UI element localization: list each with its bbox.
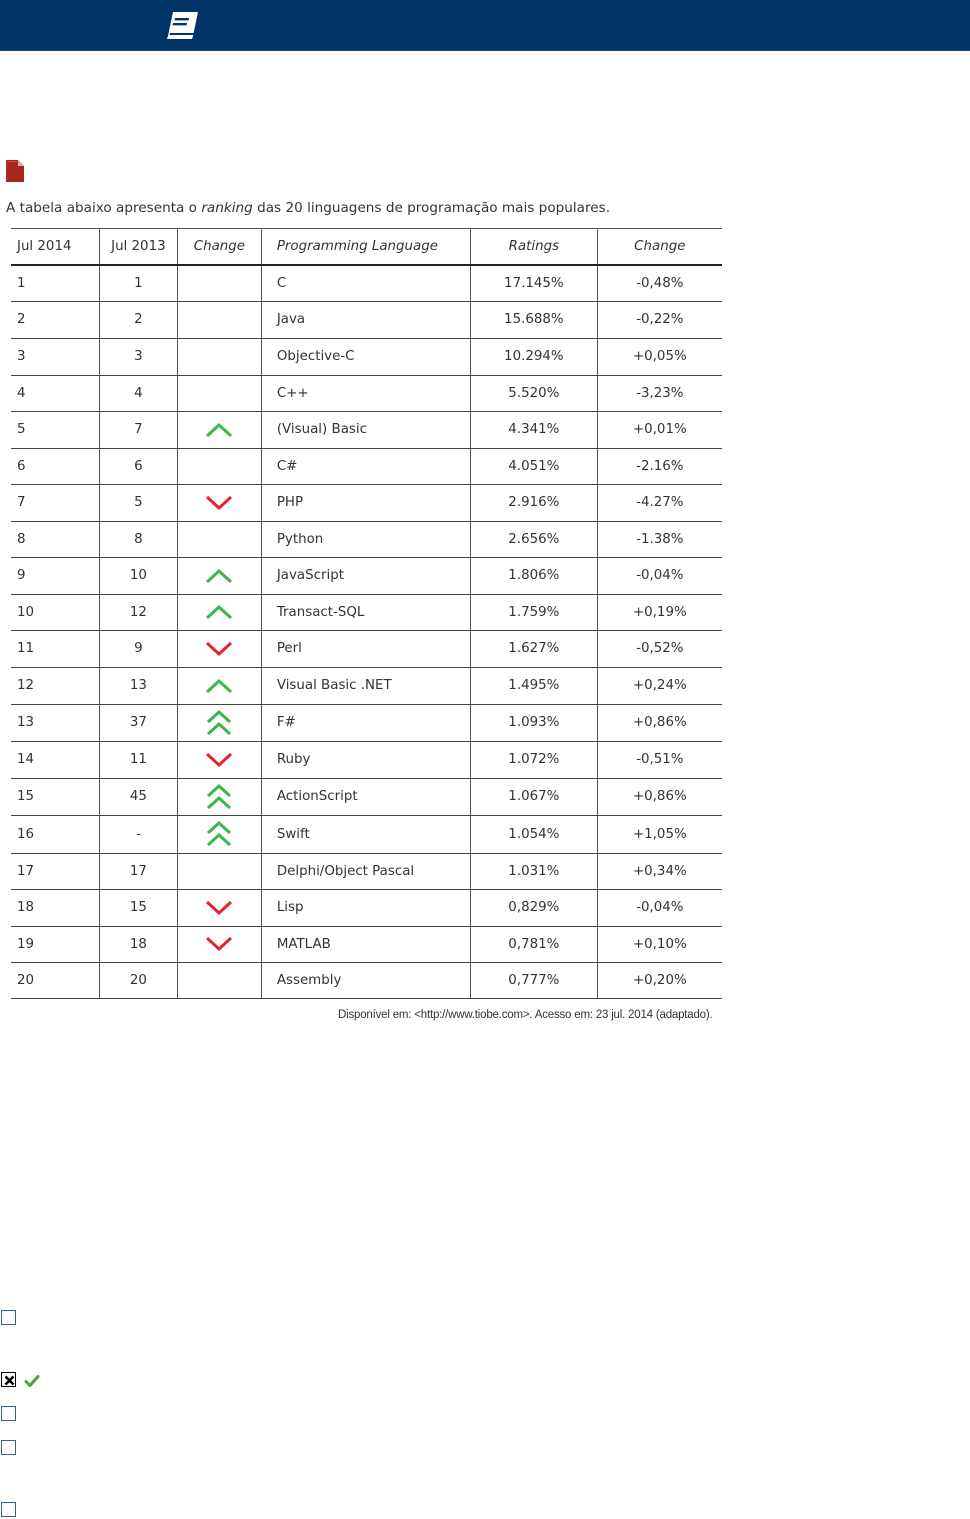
cell-trend: [177, 926, 261, 962]
cell-jul-2014: 16: [11, 815, 99, 853]
table-header-row: [11, 229, 722, 266]
ranking-table: [11, 228, 722, 999]
cell-language: PHP: [261, 484, 470, 521]
cell-trend: [177, 704, 261, 741]
option-a-checkbox[interactable]: [1, 1310, 16, 1325]
cell-language: C: [261, 265, 470, 301]
cell-language: ActionScript: [261, 778, 470, 815]
cell-rating-change: -0,51%: [597, 741, 722, 778]
cell-rating-change: -0,04%: [597, 889, 722, 926]
trend-double-up-icon: [204, 782, 234, 812]
cell-language: Perl: [261, 630, 470, 667]
trend-up-icon: [204, 602, 234, 622]
cell-rating: 2.916%: [471, 484, 598, 521]
cell-jul-2013: 17: [99, 853, 177, 889]
table-row: [11, 778, 722, 815]
cell-language: (Visual) Basic: [261, 411, 470, 448]
cell-jul-2013: 8: [99, 521, 177, 557]
cell-rating: 1.759%: [471, 594, 598, 630]
trend-double-up-icon: [204, 708, 234, 738]
cell-jul-2014: 14: [11, 741, 99, 778]
cell-jul-2014: 5: [11, 411, 99, 448]
cell-jul-2014: 8: [11, 521, 99, 557]
cell-language: Lisp: [261, 889, 470, 926]
cell-language: Transact-SQL: [261, 594, 470, 630]
cell-trend: [177, 778, 261, 815]
cell-language: Python: [261, 521, 470, 557]
cell-jul-2013: 1: [99, 265, 177, 301]
cell-rating-change: +0,34%: [597, 853, 722, 889]
intro-emphasis: ranking: [201, 200, 253, 216]
cell-language: Assembly: [261, 962, 470, 998]
cell-rating: 1.627%: [471, 630, 598, 667]
cell-jul-2013: 10: [99, 557, 177, 594]
cell-rating: 5.520%: [471, 375, 598, 411]
cell-language: C++: [261, 375, 470, 411]
cell-rating: 1.806%: [471, 557, 598, 594]
header-jul-2014: Jul 2014: [11, 229, 99, 266]
trend-up-icon: [204, 566, 234, 586]
cell-jul-2013: 4: [99, 375, 177, 411]
cell-jul-2013: 5: [99, 484, 177, 521]
cell-rating-change: +0,05%: [597, 338, 722, 375]
table-row: [11, 265, 722, 301]
cell-rating-change: +0,20%: [597, 962, 722, 998]
table-row: [11, 521, 722, 557]
cell-rating-change: +0,19%: [597, 594, 722, 630]
cell-language: Delphi/Object Pascal: [261, 853, 470, 889]
trend-down-icon: [204, 639, 234, 659]
table-row: [11, 484, 722, 521]
cell-rating-change: -0,04%: [597, 557, 722, 594]
cell-jul-2013: -: [99, 815, 177, 853]
table-row: [11, 411, 722, 448]
table-row: [11, 853, 722, 889]
top-bar: [0, 0, 970, 51]
table-row: [11, 594, 722, 630]
cell-trend: [177, 815, 261, 853]
table-row: [11, 704, 722, 741]
cell-rating-change: +0,86%: [597, 778, 722, 815]
cell-trend: [177, 557, 261, 594]
table-row: [11, 889, 722, 926]
cell-rating-change: -0,48%: [597, 265, 722, 301]
cell-trend: [177, 667, 261, 704]
cell-rating-change: +0,86%: [597, 704, 722, 741]
cell-language: MATLAB: [261, 926, 470, 962]
cell-language: F#: [261, 704, 470, 741]
header-ratings: Ratings: [471, 229, 598, 266]
cell-trend: [177, 448, 261, 484]
cell-rating: 1.072%: [471, 741, 598, 778]
option-e-checkbox[interactable]: [1, 1502, 16, 1517]
cell-language: C#: [261, 448, 470, 484]
trend-down-icon: [204, 934, 234, 954]
cell-jul-2013: 9: [99, 630, 177, 667]
cell-rating: 0,777%: [471, 962, 598, 998]
table-row: [11, 630, 722, 667]
header-rating-change: Change: [597, 229, 722, 266]
intro-text: A tabela abaixo apresenta o: [6, 200, 202, 216]
cell-jul-2014: 10: [11, 594, 99, 630]
cell-trend: [177, 375, 261, 411]
cell-language: Visual Basic .NET: [261, 667, 470, 704]
correct-check-icon: [24, 1373, 40, 1389]
cell-rating-change: +0,01%: [597, 411, 722, 448]
header-jul-2013: Jul 2013: [99, 229, 177, 266]
cell-jul-2014: 1: [11, 265, 99, 301]
cell-rating: 4.341%: [471, 411, 598, 448]
table-body: [11, 265, 722, 998]
cell-trend: [177, 301, 261, 338]
cell-rating: 4.051%: [471, 448, 598, 484]
cell-rating-change: -4.27%: [597, 484, 722, 521]
table-row: [11, 926, 722, 962]
cell-trend: [177, 853, 261, 889]
trend-up-icon: [204, 676, 234, 696]
cell-jul-2013: 7: [99, 411, 177, 448]
cell-rating: 0,829%: [471, 889, 598, 926]
cell-jul-2014: 11: [11, 630, 99, 667]
cell-jul-2014: 9: [11, 557, 99, 594]
cell-rating-change: -3,23%: [597, 375, 722, 411]
cell-rating: 1.054%: [471, 815, 598, 853]
cell-language: Objective-C: [261, 338, 470, 375]
table-row: [11, 962, 722, 998]
cell-jul-2014: 17: [11, 853, 99, 889]
cell-rating: 2.656%: [471, 521, 598, 557]
cell-rating-change: -0,52%: [597, 630, 722, 667]
cell-trend: [177, 338, 261, 375]
cell-jul-2013: 12: [99, 594, 177, 630]
cell-jul-2014: 20: [11, 962, 99, 998]
cell-language: Ruby: [261, 741, 470, 778]
cell-trend: [177, 630, 261, 667]
cell-jul-2013: 37: [99, 704, 177, 741]
cell-rating: 15.688%: [471, 301, 598, 338]
trend-down-icon: [204, 750, 234, 770]
cell-rating: 1.067%: [471, 778, 598, 815]
table-row: [11, 557, 722, 594]
cell-trend: [177, 265, 261, 301]
question-intro: [6, 200, 610, 216]
cell-jul-2013: 45: [99, 778, 177, 815]
cell-jul-2014: 12: [11, 667, 99, 704]
cell-trend: [177, 889, 261, 926]
cell-jul-2014: 4: [11, 375, 99, 411]
table-row: [11, 375, 722, 411]
cell-jul-2013: 3: [99, 338, 177, 375]
checked-x-icon: [2, 1373, 17, 1388]
cell-trend: [177, 741, 261, 778]
cell-rating-change: +0,24%: [597, 667, 722, 704]
cell-jul-2014: 7: [11, 484, 99, 521]
cell-jul-2014: 2: [11, 301, 99, 338]
cell-trend: [177, 521, 261, 557]
trend-down-icon: [204, 493, 234, 513]
cell-language: JavaScript: [261, 557, 470, 594]
cell-jul-2014: 3: [11, 338, 99, 375]
cell-rating-change: +0,10%: [597, 926, 722, 962]
trend-up-icon: [204, 420, 234, 440]
cell-jul-2013: 2: [99, 301, 177, 338]
cell-rating-change: -1.38%: [597, 521, 722, 557]
cell-trend: [177, 484, 261, 521]
cell-jul-2013: 15: [99, 889, 177, 926]
cell-rating: 1.093%: [471, 704, 598, 741]
cell-rating-change: -0,22%: [597, 301, 722, 338]
header-change: Change: [177, 229, 261, 266]
cell-jul-2014: 18: [11, 889, 99, 926]
trend-down-icon: [204, 898, 234, 918]
header-language: Programming Language: [261, 229, 470, 266]
cell-trend: [177, 962, 261, 998]
option-c-checkbox[interactable]: [1, 1406, 16, 1421]
option-d-checkbox[interactable]: [1, 1440, 16, 1455]
table-row: [11, 741, 722, 778]
cell-jul-2013: 20: [99, 962, 177, 998]
cell-jul-2014: 13: [11, 704, 99, 741]
trend-double-up-icon: [204, 819, 234, 849]
cell-rating: 1.031%: [471, 853, 598, 889]
cell-language: Java: [261, 301, 470, 338]
table-row: [11, 448, 722, 484]
cell-jul-2014: 6: [11, 448, 99, 484]
cell-trend: [177, 594, 261, 630]
document-icon: [6, 160, 24, 182]
cell-jul-2013: 13: [99, 667, 177, 704]
table-row: [11, 667, 722, 704]
cell-rating-change: +1,05%: [597, 815, 722, 853]
cell-rating: 1.495%: [471, 667, 598, 704]
option-b-checkbox[interactable]: [1, 1372, 16, 1387]
cell-rating-change: -2.16%: [597, 448, 722, 484]
cell-jul-2013: 11: [99, 741, 177, 778]
cell-jul-2013: 18: [99, 926, 177, 962]
source-note: Disponível em: <http://www.tiobe.com>. Acesso em: 23 jul. 2014 (adaptado).: [338, 1009, 713, 1021]
cell-trend: [177, 411, 261, 448]
table-row: [11, 815, 722, 853]
cell-rating: 10.294%: [471, 338, 598, 375]
table-row: [11, 338, 722, 375]
cell-jul-2013: 6: [99, 448, 177, 484]
table-row: [11, 301, 722, 338]
cell-rating: 0,781%: [471, 926, 598, 962]
cell-jul-2014: 15: [11, 778, 99, 815]
book-icon: [164, 9, 202, 41]
intro-text-end: das 20 linguagens de programação mais populares.: [252, 200, 611, 216]
cell-rating: 17.145%: [471, 265, 598, 301]
cell-language: Swift: [261, 815, 470, 853]
cell-jul-2014: 19: [11, 926, 99, 962]
